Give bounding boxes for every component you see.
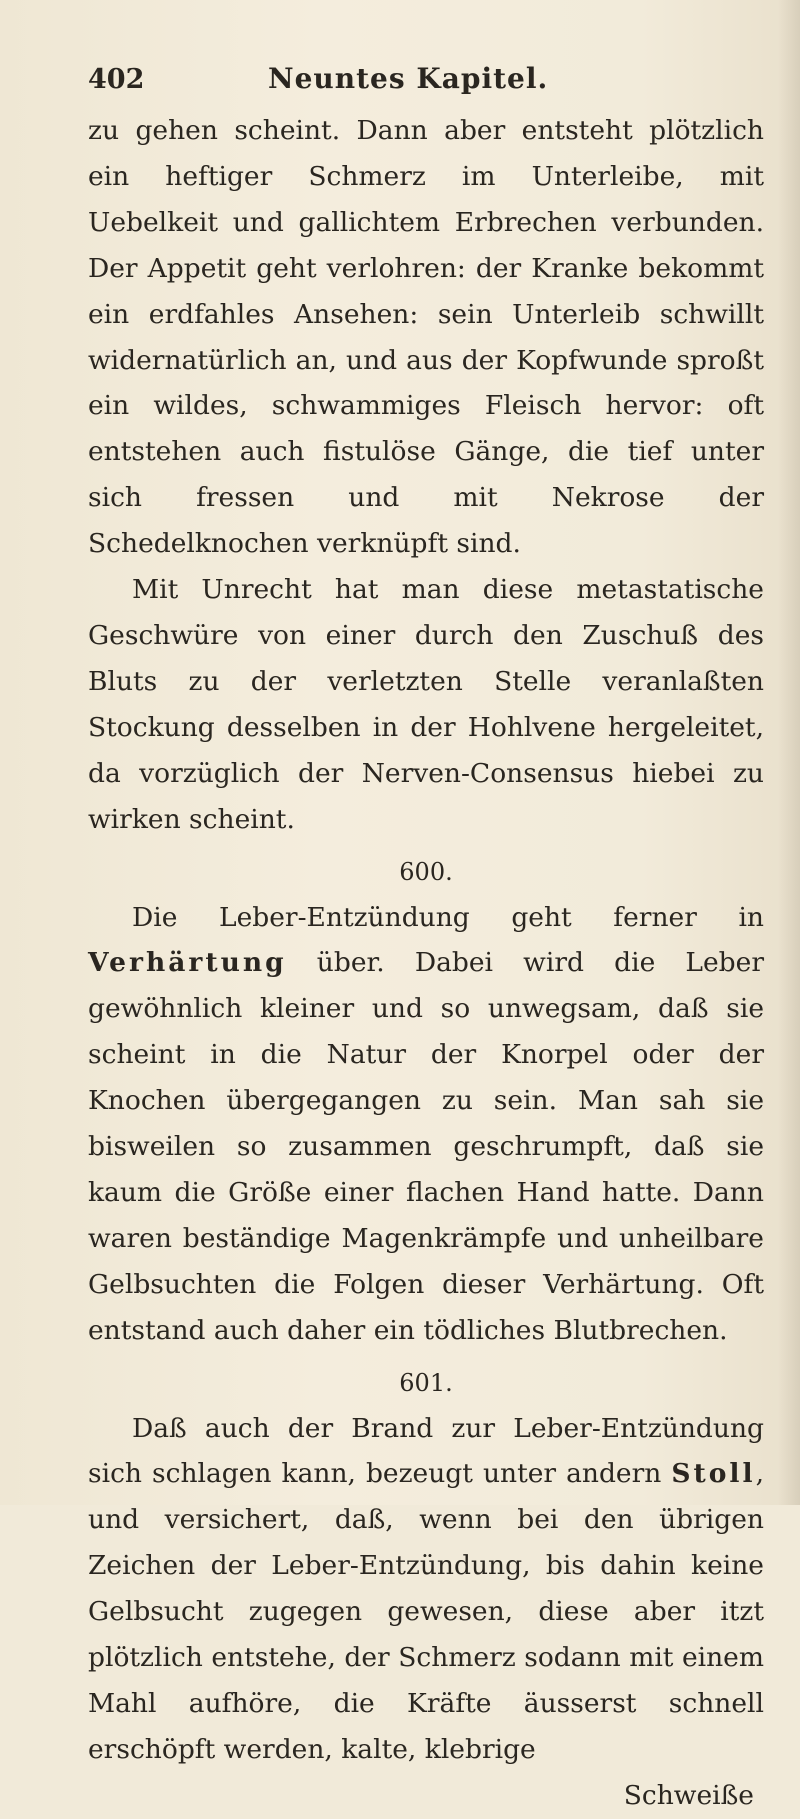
paragraph-4-end: , und versichert, daß, wenn bei den übrigen Zeichen der Leber-Entzündung, bis dahin keine Gelbsucht zugegen gewesen, diese aber itzt plötzlich entstehe, der Schmerz sodann mit einem Mahl aufhöre, die Kräfte äusserst schnell erschöpft werden, kalte, klebrige (88, 1458, 764, 1765)
section-number-600: 600. (399, 857, 453, 886)
paragraph-3 (88, 895, 764, 1354)
paragraph-3-end: über. Dabei wird die Leber gewöhnlich kleiner und so unwegsam, daß sie scheint in die Natur der Knorpel oder der Knochen übergegangen zu sein. Man sah sie bisweilen so zusammen geschrumpft, daß sie kaum die Größe einer flachen Hand hatte. Dann waren beständige Magenkrämpfe und unheilbare Gelbsuchten die Folgen dieser Verhärtung. Oft entstand auch daher ein tödliches Blutbrechen. (88, 947, 764, 1346)
page-body (88, 108, 764, 1819)
paragraph-4 (88, 1406, 764, 1773)
paragraph-2: Mit Unrecht hat man diese metastatische Geschwüre von einer durch den Zuschuß des Bluts zu der verletzten Stelle veranlaßten Stockung desselben in der Hohlvene hergeleitet, da vorzüglich der Nerven-Consensus hiebei zu wirken scheint. (88, 574, 764, 835)
catchword: Schweiße (623, 1779, 754, 1811)
page-edge-shadow (778, 0, 800, 1505)
paragraph-4-start: Daß auch der Brand zur Leber-Entzündung sich schlagen kann, bezeugt unter andern (88, 1412, 764, 1490)
term-verhaertung: Verhärtung (88, 947, 287, 979)
author-name-stoll: Stoll (671, 1458, 756, 1490)
section-number-601: 601. (399, 1368, 453, 1397)
running-head: Neuntes Kapitel. (268, 62, 549, 95)
paragraph-3-start: Die Leber-Entzündung geht ferner in (132, 901, 764, 933)
page-number: 402 (88, 64, 145, 95)
paragraph-1: zu gehen scheint. Dann aber entsteht plötzlich ein heftiger Schmerz im Unterleibe, mit Uebelkeit und gallichtem Erbrechen verbunden. Der Appetit geht verlohren: der Kranke bekommt ein erdfahles Ansehen: sein Unterleib schwillt widernatürlich an, und aus der Kopfwunde sproßt ein wildes, schwammiges Fleisch hervor: oft entstehen auch fistulöse Gänge, die tief unter sich fressen und mit Nekrose der Schedelknochen verknüpft sind. (88, 115, 764, 560)
page-header (88, 62, 760, 102)
